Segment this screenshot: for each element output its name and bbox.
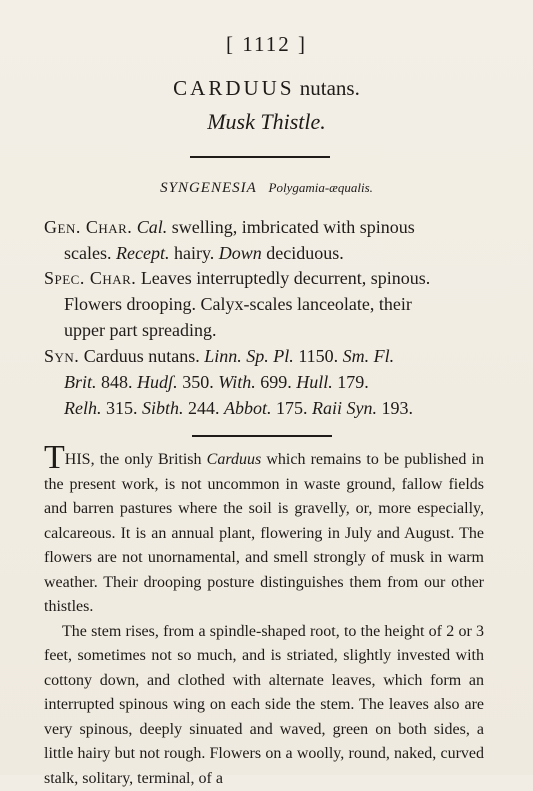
paragraph: The stem rises, from a spindle-shaped root, to the height of 2 or 3 feet, sometimes not so much, and is striated, slightly invested with cottony down, and clothed with alternate leaves, which form an interrupted spinous wing on each side the stem. The leaves also are very spinous, deeply sinuated and waved, green on both sides, a little hairy but not rough. Flowers on a woolly, round, naked, curved stalk, solitary, terminal, of a <box>44 620 484 791</box>
syn-ref-num: 244. <box>188 398 220 418</box>
syn-name: Carduus nutans. <box>84 346 200 366</box>
paragraph <box>44 446 484 620</box>
divider-rule <box>190 156 330 158</box>
gen-char-label: Gen. Char. <box>44 217 132 237</box>
recept-label: Recept. <box>116 243 169 263</box>
species-title <box>0 76 533 101</box>
spec-char-line1: Leaves interruptedly decurrent, spinous. <box>141 268 430 288</box>
first-word: HIS <box>65 451 91 468</box>
syn-ref-author: Raii Syn. <box>312 398 377 418</box>
synonymy <box>44 343 494 421</box>
syn-ref-author: Abbot. <box>224 398 272 418</box>
syn-ref-author: With. <box>218 372 256 392</box>
genus-italic: Carduus <box>207 451 262 468</box>
syn-ref-author: Sibth. <box>142 398 184 418</box>
syn-ref-num: 193. <box>382 398 414 418</box>
syn-ref-num: 179. <box>337 372 369 392</box>
syn-ref-author: Hull. <box>296 372 333 392</box>
cal-text: swelling, imbricated with spinous <box>172 217 415 237</box>
syn-ref-num: 350. <box>182 372 214 392</box>
syn-ref-num: 848. <box>101 372 133 392</box>
recept-text: hairy. <box>174 243 214 263</box>
description-text <box>44 446 484 791</box>
syn-ref-author: Relh. <box>64 398 102 418</box>
syn-ref-num: 1150. <box>298 346 338 366</box>
generic-character <box>44 214 494 266</box>
down-text: deciduous. <box>266 243 343 263</box>
species-epithet: nutans. <box>300 76 360 100</box>
syn-ref-num: 175. <box>276 398 308 418</box>
syn-label: Syn. <box>44 346 79 366</box>
drop-cap: T <box>44 439 65 476</box>
syn-ref-author: Brit. <box>64 372 97 392</box>
syn-ref-num: 699. <box>260 372 292 392</box>
paragraph-text: which remains to be published in the present work, is not uncommon in waste ground, fallow fields and barren pastures where the soil is gravelly, or, more especially, calcareous. It is an annual plant, flowering in July and August. The flowers are not unornamental, and smell strongly of musk in warm weather. Their drooping posture distinguishes them from our other thistles. <box>44 451 484 615</box>
classification-line <box>0 180 533 197</box>
linnaean-order: Polygamia-æqualis. <box>269 180 373 195</box>
down-label: Down <box>219 243 262 263</box>
genus-name: CARDUUS <box>173 76 294 100</box>
gen-char-line2-start: scales. <box>64 243 111 263</box>
spec-char-line3: upper part spreading. <box>44 317 494 343</box>
specific-character <box>44 265 494 343</box>
spec-char-line2: Flowers drooping. Calyx-scales lanceolate, their <box>44 291 494 317</box>
spec-char-label: Spec. Char. <box>44 268 136 288</box>
page-number: [ 1112 ] <box>0 32 533 57</box>
syn-ref-author: Linn. Sp. Pl. <box>204 346 294 366</box>
syn-ref-num: 315. <box>106 398 138 418</box>
paragraph-text: , the only British <box>91 451 202 468</box>
common-name: Musk Thistle. <box>0 109 533 135</box>
linnaean-class: SYNGENESIA <box>160 180 257 196</box>
cal-label: Cal. <box>137 217 168 237</box>
syn-ref-author: Hudʃ. <box>137 372 178 392</box>
divider-rule <box>192 435 332 437</box>
syn-ref-author: Sm. Fl. <box>343 346 395 366</box>
